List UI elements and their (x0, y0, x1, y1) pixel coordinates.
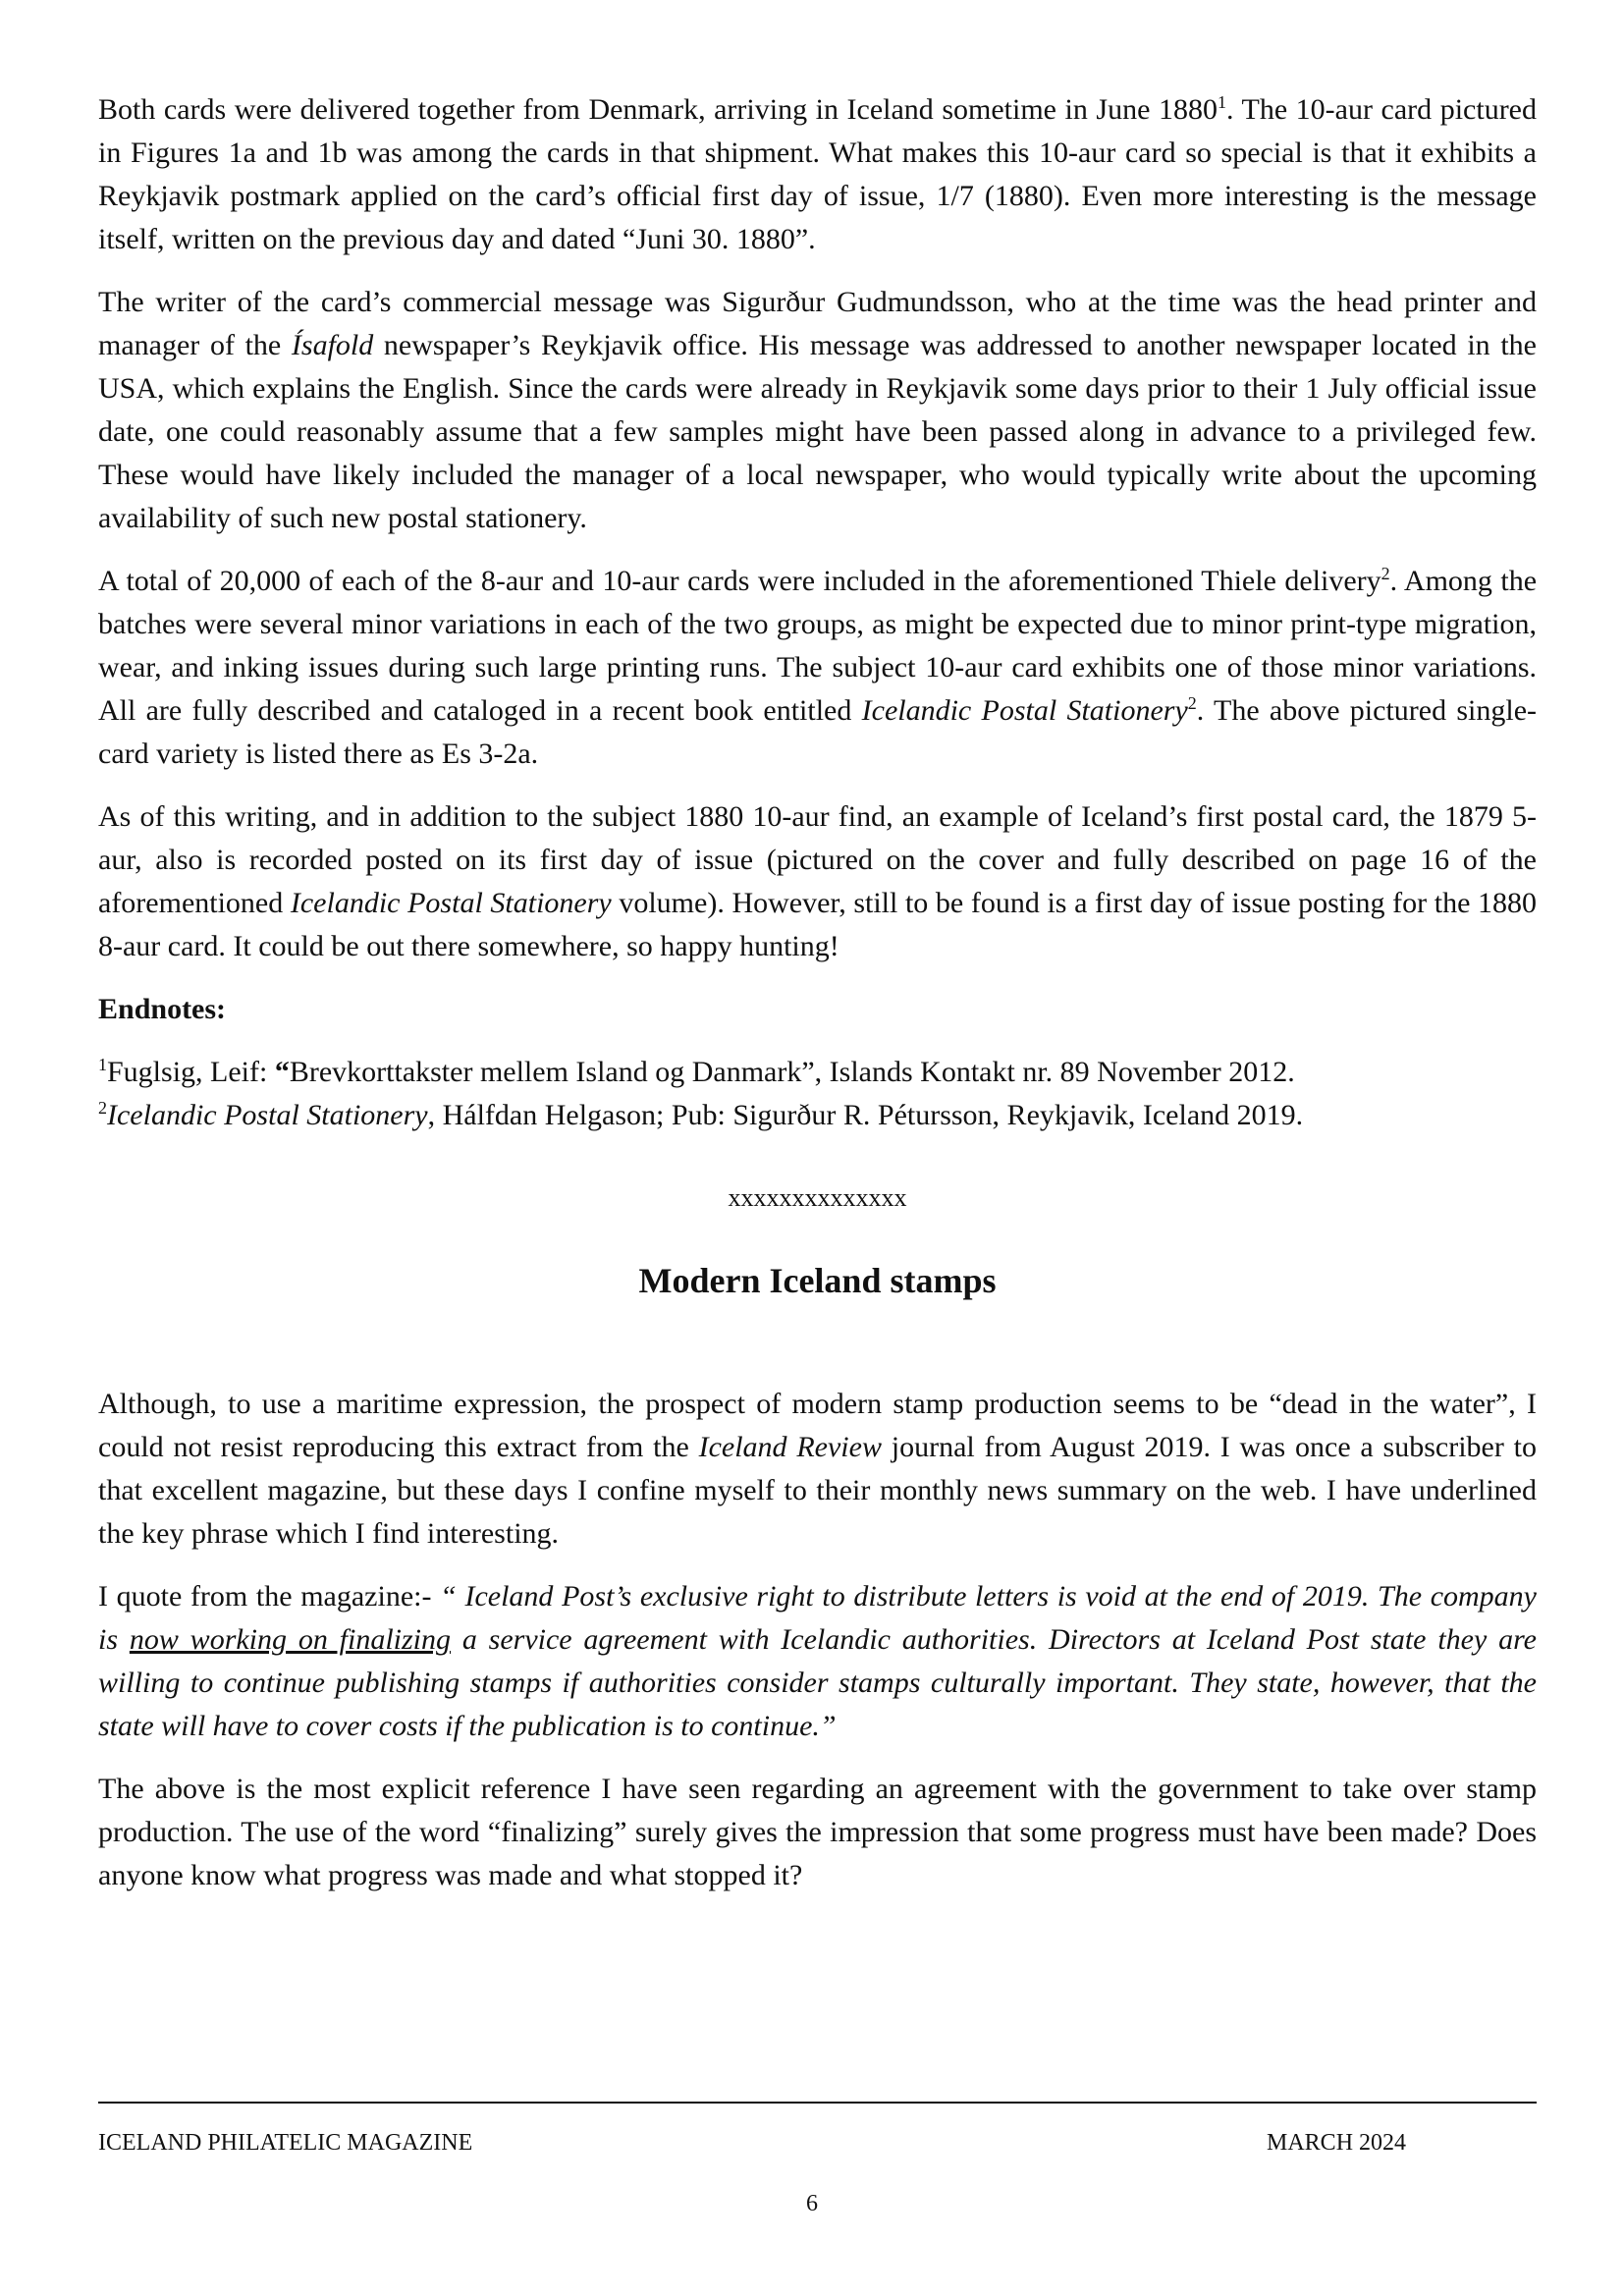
text: I quote from the magazine:- (98, 1580, 441, 1613)
text: newspaper’s Reykjavik office. His message was addressed to another newspaper located in the USA, which explains the English. Since the cards were already in Reykjavik some days prior to their 1 July official issue date, one could reasonably assume that a few samples might have been passed along in advance to a privileged few. These would have likely included the manager of a local newspaper, who would typically write about the upcoming availability of such new postal stationery. (98, 329, 1537, 534)
page-content (98, 88, 1537, 1897)
endnotes-heading: Endnotes: (98, 993, 227, 1025)
endnote-number: 1 (98, 1055, 107, 1074)
endnote-2 (98, 1094, 1537, 1137)
bold-text: “ (274, 1056, 290, 1088)
footer-issue-date: MARCH 2024 (1267, 2130, 1407, 2156)
italic-text: Icelandic Postal Stationery (107, 1099, 428, 1131)
text: . The 10-aur card pictured in Figures 1a and 1b was among the cards in that shipment. What makes this 10-aur card so special is that it exhibits a Reykjavik postmark applied on the card’s official first day of issue, 1/7 (1880). Even more interesting is the message itself, written on the previous day and dated “Juni 30. 1880”. (98, 93, 1537, 255)
endnote-ref: 1 (1217, 92, 1226, 112)
text: Both cards were delivered together from Denmark, arriving in Iceland sometime in June 1880 (98, 93, 1218, 126)
quote-text: “ Iceland Post’s exclusive right to distribute letters is void at the end of 2019. The company is (98, 1580, 1537, 1656)
paragraph-total (98, 560, 1537, 776)
paragraph-writer (98, 281, 1537, 540)
text: . Among the batches were several minor variations in each of the two groups, as might be expected due to minor print-type migration, wear, and inking issues during such large printing runs. The subject 10-aur card exhibits one of those minor variations. All are fully described and cataloged in a recent book entitled (98, 565, 1538, 727)
italic-text: Icelandic Postal Stationery (861, 694, 1188, 727)
text: The writer of the card’s commercial message was Sigurður Gudmundsson, who at the time was the head printer and manager of the (98, 286, 1537, 361)
footer-magazine-name: ICELAND PHILATELIC MAGAZINE (98, 2130, 473, 2156)
text: Although, to use a maritime expression, the prospect of modern stamp production seems to be “dead in the water”, I could not resist reproducing this extract from the (98, 1388, 1537, 1463)
text: journal from August 2019. I was once a subscriber to that excellent magazine, but these days I confine myself to their monthly news summary on the web. I have underlined the key phrase which I find interesting. (98, 1431, 1537, 1550)
paragraph-delivery (98, 88, 1537, 261)
paragraph-conclusion: The above is the most explicit reference I have seen regarding an agreement with the government to take over stamp production. The use of the word “finalizing” surely gives the impression that some progress must have been made? Does anyone know what progress was made and what stopped it? (98, 1773, 1537, 1891)
endnote-1 (98, 1051, 1537, 1094)
quote-text: a service agreement with Icelandic authorities. Directors at Iceland Post state they are willing to continue publishing stamps if authorities consider stamps culturally important. They state, however, that the state will have to cover costs if the publication is to continue.” (98, 1623, 1537, 1742)
endnote-ref: 2 (1380, 564, 1390, 583)
text: , Hálfdan Helgason; Pub: Sigurður R. Pétursson, Reykjavik, Iceland 2019. (427, 1099, 1304, 1131)
text: Fuglsig, Leif: (107, 1056, 275, 1088)
section-title: Modern Iceland stamps (638, 1261, 997, 1300)
paragraph-first-day (98, 795, 1537, 968)
italic-text: Ísafold (291, 329, 374, 361)
text: Brevkorttakster mellem Island og Danmark”, Islands Kontakt nr. 89 November 2012. (289, 1056, 1295, 1088)
section-separator: xxxxxxxxxxxxxx (728, 1183, 907, 1212)
endnote-number: 2 (98, 1098, 107, 1118)
italic-text: Iceland Review (698, 1431, 882, 1463)
underlined-phrase: now working on finalizing (129, 1623, 452, 1656)
text: As of this writing, and in addition to the subject 1880 10-aur find, an example of Iceland’s first postal card, the 1879 5-aur, also is recorded posted on its first day of issue (pictured on the cover and fully described on page 16 of the aforementioned (98, 800, 1537, 919)
page-number: 6 (806, 2191, 818, 2216)
text: A total of 20,000 of each of the 8-aur and 10-aur cards were included in the aforementioned Thiele delivery (98, 565, 1381, 597)
paragraph-quote (98, 1575, 1537, 1748)
paragraph-maritime (98, 1383, 1537, 1556)
endnote-ref: 2 (1187, 693, 1197, 713)
italic-text: Icelandic Postal Stationery (290, 887, 612, 919)
footer-rule (98, 2102, 1537, 2104)
text: . The above pictured single-card variety is listed there as Es 3-2a. (98, 694, 1538, 770)
text: volume). However, still to be found is a first day of issue posting for the 1880 8-aur card. It could be out there somewhere, so happy hunting! (98, 887, 1538, 962)
